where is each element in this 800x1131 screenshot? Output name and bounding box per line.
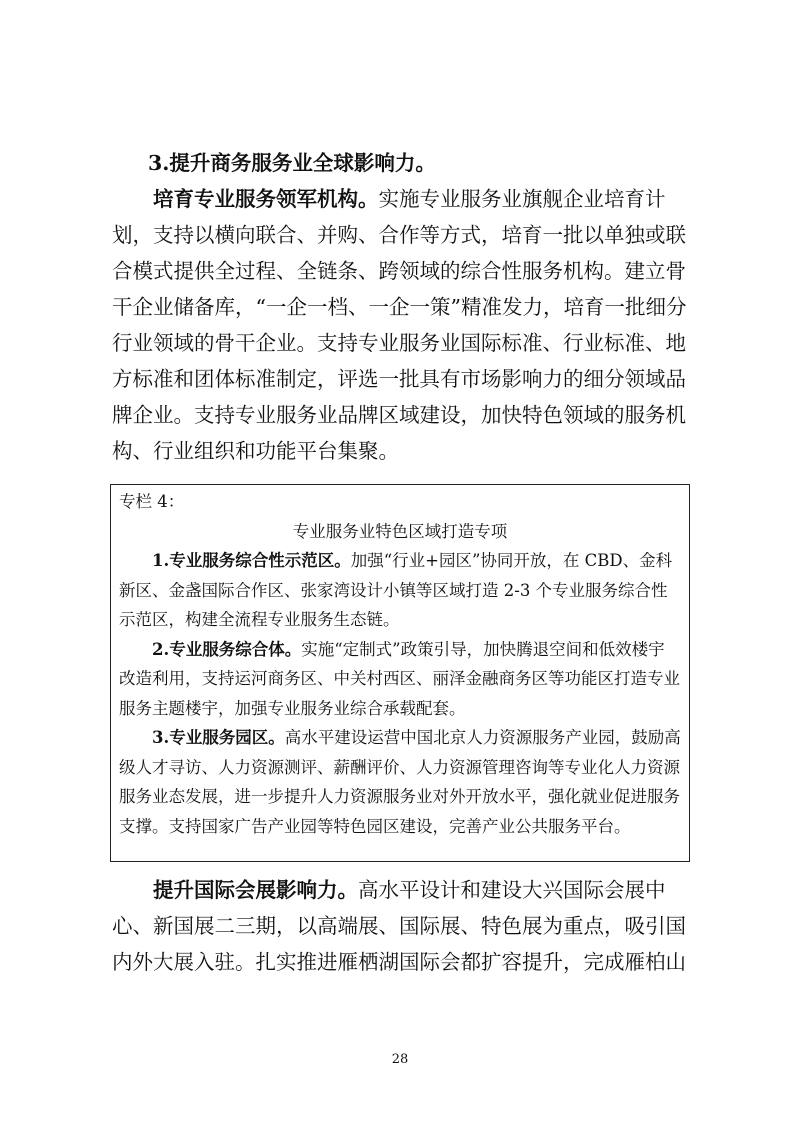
paragraph-lead: 培育专业服务领军机构。 [153, 187, 379, 211]
page-number: 28 [391, 1052, 409, 1067]
box-item-body: 加强“行业+园区”协同开放，在 CBD、金科新区、金盏国际合作区、张家湾设计小镇等区域打造 2-3 个专业服务综合性示范区，构建全流程专业服务生态链。 [119, 551, 673, 629]
paragraph-body: 实施专业服务业旗舰企业培育计划，支持以横向联合、并购、合作等方式，培育一批以单独或联合模式提供全过程、全链条、跨领域的综合性服务机构。建立骨干企业储备库，“一企一档、一企一策”精准发力，培育一批细分行业领域的骨干企业。支持专业服务业国际标准、行业标准、地方标准和团体标准制定，评选一批具有市场影响力的细分领域品牌企业。支持专业服务业品牌区域建设，加快特色领域的服务机构、行业组织和功能平台集聚。 [112, 187, 687, 463]
paragraph-lead: 提升国际会展影响力。 [153, 878, 358, 902]
paragraph-body: 高水平设计和建设大兴国际会展中心、新国展二三期，以高端展、国际展、特色展为重点，吸引国内外大展入驻。扎实推进雁栖湖国际会都扩容提升，完成雁柏山 [112, 878, 686, 974]
box-item-body: 高水平建设运营中国北京人力资源服务产业园，鼓励高级人才寻访、人力资源测评、薪酬评价、人力资源管理咨询等专业化人力资源服务业态发展，进一步提升人力资源服务业对外开放水平，强化就业促进服务支撑。支持国家广告产业园等特色园区建设，完善产业公共服务平台。 [119, 728, 681, 836]
paragraph-exhibition [112, 872, 702, 980]
box-item-lead: 3.专业服务园区。 [152, 728, 285, 747]
box-item-lead: 2.专业服务综合体。 [152, 639, 302, 659]
box-item [119, 723, 681, 841]
box-item [119, 635, 681, 724]
special-column-box [110, 484, 690, 862]
paragraph-cultivate-leaders [112, 181, 702, 469]
section-heading: 3.提升商务服务业全球影响力。 [148, 151, 436, 175]
box-item-lead: 1.专业服务综合性示范区。 [152, 551, 351, 570]
box-title: 专业服务业特色区域打造专项 [292, 521, 508, 541]
box-item [119, 546, 681, 635]
box-item-body: 实施“定制式”政策引导，加快腾退空间和低效楼宇改造利用，支持运河商务区、中关村西区、丽泽金融商务区等功能区打造专业服务主题楼宇，加强专业服务业综合承载配套。 [119, 639, 680, 718]
box-label: 专栏 4： [119, 492, 185, 511]
